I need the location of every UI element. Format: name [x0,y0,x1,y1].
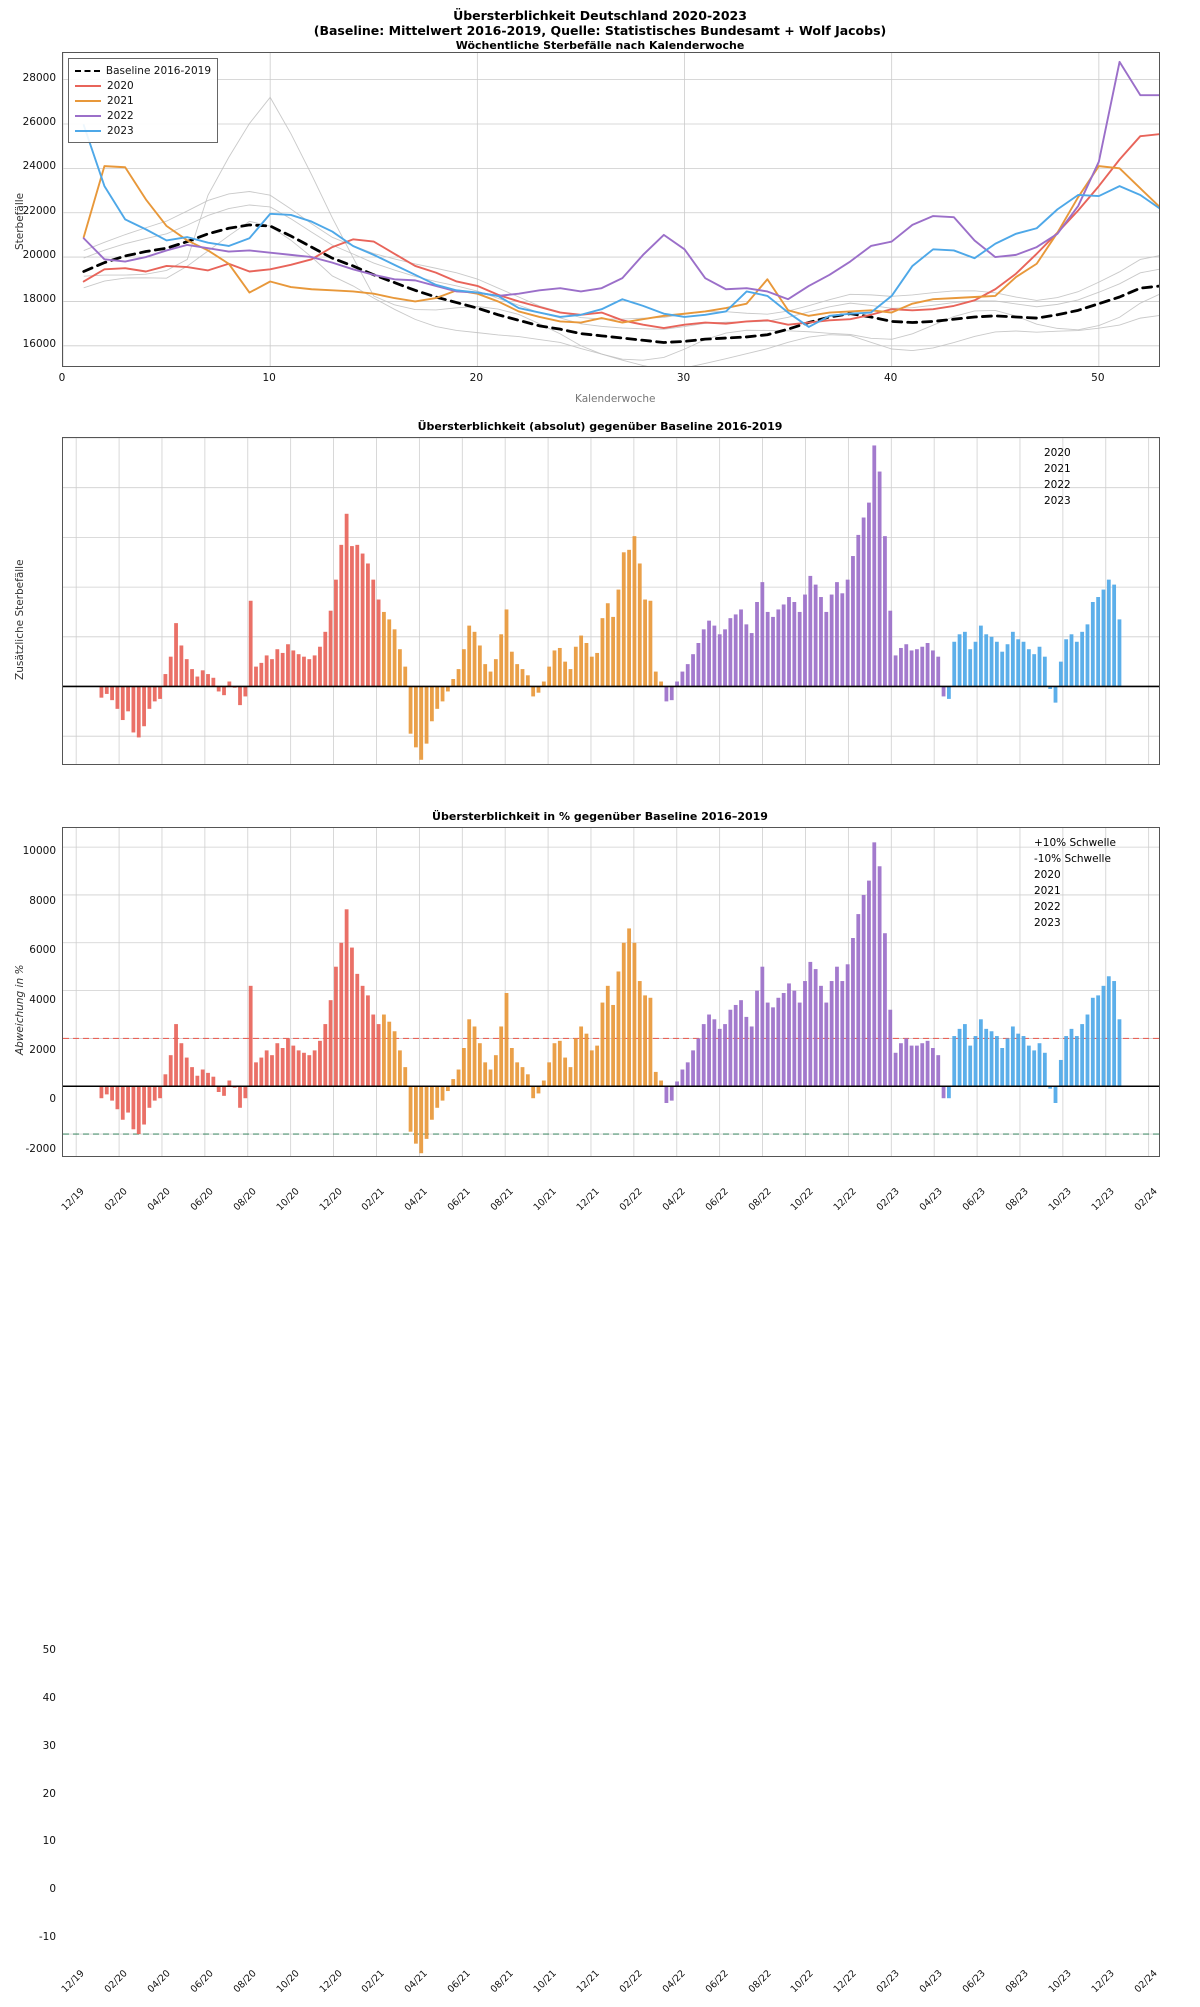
panel3-xtick: 06/21 [445,1968,474,1996]
panel1-y-axis-label: Sterbefälle [14,192,26,250]
panel2-xtick: 04/21 [403,1186,431,1214]
panel2-xtick: 10/21 [531,1186,559,1214]
panel2-xtick: 04/22 [660,1186,688,1214]
panel2-ytick: 2000 [29,1043,56,1056]
legend-label: 2021 [1044,463,1071,475]
panel2-xtick: 06/23 [960,1186,988,1214]
panel2-xtick: 10/22 [789,1186,817,1214]
legend-swatch [75,100,101,102]
panel2-xtick: 12/19 [59,1186,87,1214]
panel3-legend-item [1034,915,1150,931]
panel2-xtick: 06/20 [188,1186,216,1214]
panel1-legend-item [75,93,211,108]
panel3-legend-item [1034,851,1150,867]
panel2-xtick: 12/21 [574,1186,602,1214]
panel2-legend-item [1044,445,1148,461]
panel3-plot-area [62,827,1160,1157]
panel3-xtick: 12/20 [317,1968,345,1996]
legend-label: +10% Schwelle [1034,837,1116,849]
panel3-canvas [63,828,1159,1156]
legend-swatch [75,70,100,72]
panel2-legend [1040,443,1152,511]
panel2-xtick: 04/20 [145,1186,173,1214]
panel2-plot-area [62,437,1160,765]
panel3-xtick: 08/22 [746,1968,774,1996]
panel3-ytick: -10 [38,1931,56,1944]
panel1-xtick: 50 [1091,372,1105,384]
panel2-ytick: 0 [49,1093,56,1106]
panel3-xtick: 12/22 [832,1968,860,1996]
panel3-legend-item [1034,883,1150,899]
panel1-title: Wöchentliche Sterbefälle nach Kalenderwoche [455,39,745,52]
panel2-legend-item [1044,493,1148,509]
figure-title-line1: Übersterblichkeit Deutschland 2020-2023 [453,8,747,23]
panel3-xtick: 06/20 [188,1968,216,1996]
panel3-xtick: 08/23 [1003,1968,1031,1996]
legend-label: -10% Schwelle [1034,853,1111,865]
legend-label: 2022 [1034,901,1061,913]
panel3-legend [1030,833,1154,933]
panel3-xtick: 04/20 [145,1968,173,1996]
panel3-xtick: 10/22 [789,1968,817,1996]
legend-label: 2022 [107,109,134,122]
panel3-xtick: 04/21 [403,1968,431,1996]
panel2-y-axis-label: Zusätzliche Sterbefälle [14,559,26,680]
panel2-xtick: 12/20 [317,1186,345,1214]
panel3-xtick: 08/21 [488,1968,516,1996]
legend-label: 2021 [1034,885,1061,897]
panel2-canvas [63,438,1159,764]
panel3-legend-item [1034,835,1150,851]
panel3-xtick: 12/21 [574,1968,602,1996]
panel3-xtick: 02/24 [1132,1968,1160,1996]
panel2-ytick: 4000 [29,994,56,1007]
panel3-xtick: 02/23 [874,1968,903,1996]
panel1-x-axis-label: Kalenderwoche [575,393,656,405]
panel1-ytick: 20000 [22,249,56,262]
legend-label: 2021 [107,94,134,107]
legend-label: 2023 [1044,495,1071,507]
panel3-xtick: 08/20 [231,1968,259,1996]
panel2-xtick: 08/22 [746,1186,774,1214]
panel2-xtick: 02/22 [617,1186,645,1214]
panel2-xtick: 02/24 [1132,1186,1160,1214]
panel3-xtick: 12/23 [1089,1968,1117,1996]
panel1-xtick: 0 [58,372,66,384]
panel2-xtick: 06/21 [445,1186,474,1214]
panel3-legend-item [1034,899,1150,915]
panel3-xtick: 10/23 [1046,1968,1074,1996]
panel1-ytick: 16000 [22,337,56,350]
panel3-xtick: 02/21 [360,1968,388,1996]
panel3-ytick: 0 [49,1883,56,1896]
panel3-xtick: 10/21 [531,1968,559,1996]
panel3-xtick: 04/22 [660,1968,688,1996]
legend-label: 2023 [1034,917,1061,929]
panel2-ytick: -2000 [25,1143,56,1156]
panel1-ytick: 28000 [22,71,56,84]
panel1-xtick: 40 [883,372,898,384]
panel-percent-excess [0,805,1200,1996]
panel2-ytick: 8000 [29,894,56,907]
panel3-xtick: 06/23 [960,1968,988,1996]
legend-label: 2022 [1044,479,1071,491]
panel1-canvas [63,53,1159,366]
panel2-title: Übersterblichkeit (absolut) gegenüber Baseline 2016-2019 [417,420,783,433]
panel1-legend-item [75,63,211,78]
panel2-xtick: 02/23 [874,1186,903,1214]
panel2-xtick: 10/20 [274,1186,302,1214]
panel1-xtick: 20 [469,372,484,384]
figure-title-line2: (Baseline: Mittelwert 2016-2019, Quelle: Statistisches Bundesamt + Wolf Jacobs) [313,23,887,38]
legend-swatch [75,115,101,117]
panel2-ytick: 10000 [22,845,56,857]
panel3-xtick: 06/22 [703,1968,731,1996]
panel1-xtick: 30 [676,372,691,384]
panel2-xtick: 04/23 [917,1186,945,1214]
panel1-legend-item [75,78,211,93]
panel1-ytick: 22000 [22,204,56,217]
panel2-xtick: 08/23 [1003,1186,1031,1214]
panel2-xtick: 12/23 [1089,1186,1117,1214]
panel3-ytick: 30 [42,1739,56,1752]
panel3-xtick: 12/19 [59,1968,87,1996]
panel1-ytick: 26000 [22,115,56,128]
legend-label: 2023 [107,124,134,137]
panel3-legend-item [1034,867,1150,883]
panel1-legend-item [75,123,211,138]
panel3-ytick: 20 [42,1787,56,1800]
panel1-ytick: 18000 [22,293,56,306]
panel2-xtick: 12/22 [832,1186,860,1214]
panel2-xtick: 08/20 [231,1186,259,1214]
panel3-xtick: 04/23 [917,1968,945,1996]
legend-label: 2020 [1044,447,1071,459]
panel2-xtick: 08/21 [488,1186,516,1214]
panel2-legend-item [1044,461,1148,477]
panel1-plot-area [62,52,1160,367]
panel3-xtick: 02/20 [102,1968,130,1996]
panel2-xtick: 02/20 [102,1186,130,1214]
panel3-xtick: 10/20 [274,1968,302,1996]
panel2-xtick: 02/21 [360,1186,388,1214]
panel1-legend-item [75,108,211,123]
panel3-y-axis-label: Abweichung in % [14,964,26,1055]
panel2-xtick: 10/23 [1046,1186,1074,1214]
panel2-xtick: 06/22 [703,1186,731,1214]
panel2-ytick: 6000 [29,944,56,957]
legend-label: 2020 [1034,869,1061,881]
panel3-ytick: 50 [42,1644,56,1657]
legend-label: 2020 [107,79,134,92]
panel3-ytick: 40 [42,1691,56,1704]
legend-swatch [75,130,101,132]
panel1-ytick: 24000 [22,160,56,173]
panel2-legend-item [1044,477,1148,493]
panel3-ytick: 10 [42,1835,56,1848]
panel-weekly-deaths [0,0,1200,410]
panel1-legend [68,58,218,143]
panel3-title: Übersterblichkeit in % gegenüber Baseline 2016–2019 [432,810,768,823]
panel1-xtick: 10 [262,372,276,384]
panel3-xtick: 02/22 [617,1968,645,1996]
legend-swatch [75,85,101,87]
legend-label: Baseline 2016-2019 [105,64,211,77]
